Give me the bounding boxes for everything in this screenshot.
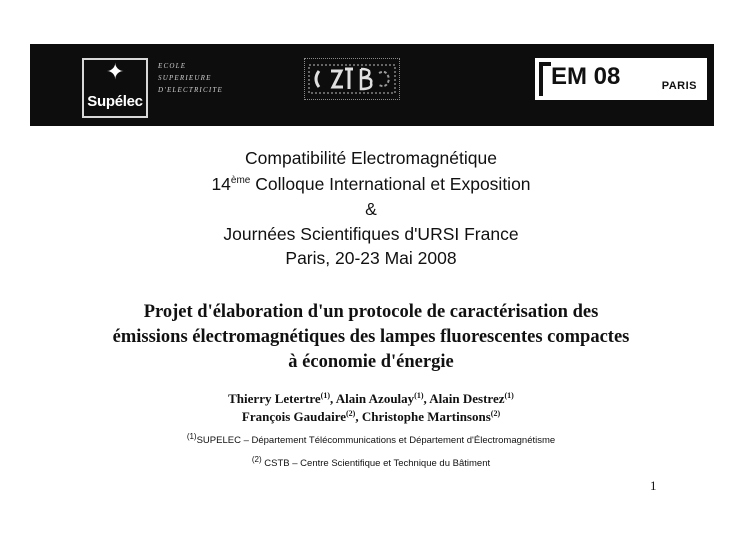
author-name: Alain Destrez: [429, 391, 505, 406]
author-name: Thierry Letertre: [228, 391, 321, 406]
conference-line-3: &: [365, 199, 377, 219]
affiliation-2: [0, 457, 742, 471]
conference-line-4: Journées Scientifiques d'URSI France: [223, 224, 519, 244]
school-name: [158, 60, 238, 96]
affiliation-text: CSTB – Centre Scientifique et Technique du Bâtiment: [261, 458, 491, 469]
author-separator: ,: [423, 391, 430, 406]
conference-logo-text: EM 08: [551, 63, 621, 90]
author-name: Alain Azoulay: [335, 391, 415, 406]
author-ref: (1): [320, 391, 330, 400]
authors-line-1: [0, 390, 742, 408]
authors-line-2: [0, 408, 742, 426]
bracket-icon: [539, 62, 551, 96]
affiliation-1: [0, 434, 742, 448]
conference-logo: [535, 58, 707, 100]
supelec-logo: [82, 58, 148, 118]
affiliation-text: SUPELEC – Département Télécommunications et Département d'Électromagnétisme: [196, 435, 556, 446]
edition-title: Colloque International et Exposition: [250, 174, 531, 194]
school-line: D'ELECTRICITE: [158, 86, 223, 94]
school-line: SUPERIEURE: [158, 74, 212, 82]
affiliation-ref: (1): [186, 432, 197, 441]
edition-number: 14: [211, 174, 231, 194]
paper-title-line-3: à économie d'énergie: [288, 352, 454, 372]
page-number: 1: [650, 478, 657, 493]
star-icon: ✦: [106, 60, 125, 85]
supelec-logo-text: Supélec: [87, 93, 143, 110]
author-ref: (2): [346, 409, 356, 418]
author-name: François Gaudaire: [241, 409, 347, 424]
paper-title-line-1: Projet d'élaboration d'un protocole de caractérisation des: [143, 302, 599, 322]
conference-line-1: Compatibilité Electromagnétique: [245, 148, 497, 168]
cstb-logo-graphic: [305, 59, 399, 99]
cstb-logo: [304, 58, 400, 100]
author-separator: ,: [355, 409, 362, 424]
edition-suffix: ème: [230, 175, 251, 186]
conference-city: PARIS: [661, 80, 697, 92]
author-ref: (1): [414, 391, 424, 400]
conference-line-5: Paris, 20-23 Mai 2008: [285, 248, 457, 268]
paper-title-line-2: émissions électromagnétiques des lampes fluorescentes compactes: [112, 327, 630, 347]
author-separator: ,: [330, 391, 336, 406]
affiliation-ref: (2): [251, 455, 262, 464]
author-name: Christophe Martinsons: [361, 409, 491, 424]
author-ref: (1): [504, 391, 514, 400]
conference-line-2: [0, 172, 742, 196]
school-line: ECOLE: [158, 62, 187, 70]
author-ref: (2): [490, 409, 501, 418]
